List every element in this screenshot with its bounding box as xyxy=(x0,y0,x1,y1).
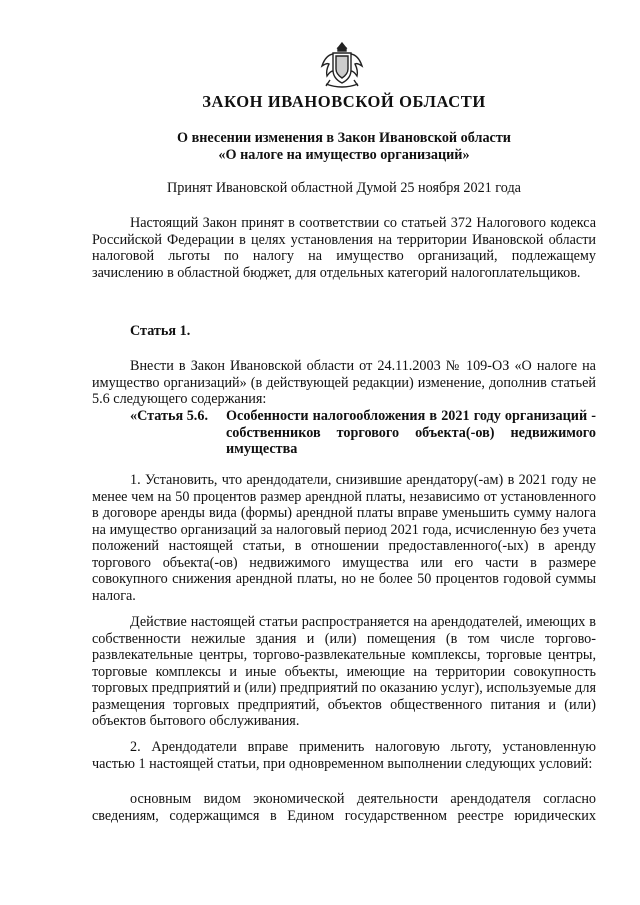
coat-of-arms-icon xyxy=(316,40,368,90)
new-article-number: «Статья 5.6. xyxy=(130,408,208,424)
preamble-paragraph: Настоящий Закон принят в соответствии со статьей 372 Налогового кодекса Российской Федерации в целях установления на территории Ивановской области налоговой льготы по налогу на имущество организаций, подлежащему зачислению в областной бюджет, для отдельных категорий налогоплательщиков. xyxy=(92,215,596,281)
new-article-title: Особенности налогообложения в 2021 году организаций - собственников торгового объекта(-ов) недвижимого имущества xyxy=(226,408,596,457)
law-subtitle-line1: О внесении изменения в Закон Ивановской области xyxy=(177,130,511,146)
article-1-intro: Внести в Закон Ивановской области от 24.11.2003 № 109-ОЗ «О налоге на имущество организаций» (в действующей редакции) изменение, дополнив статьей 5.6 следующего содержания: xyxy=(92,358,596,407)
paragraph-2: Действие настоящей статьи распространяется на арендодателей, имеющих в собственности нежилые здания и (или) помещения (в том числе торгово-развлекательные центры, торгово-развлекательные комплексы, торговые центры, торговые комплексы и иные объекты, имеющие на территории совокупность торговых предприятий и (или) предприятий по оказанию услуг), используемые для размещения торговых предприятий, объектов общественного питания и (или) объектов бытового обслуживания. xyxy=(92,614,596,729)
adoption-line: Принят Ивановской областной Думой 25 ноября 2021 года xyxy=(167,180,521,196)
new-article-heading xyxy=(130,408,596,460)
law-title: ЗАКОН ИВАНОВСКОЙ ОБЛАСТИ xyxy=(202,92,486,111)
law-subtitle-line2: «О налоге на имущество организаций» xyxy=(218,147,470,163)
paragraph-4-line1: основным видом экономической деятельности арендодателя согласно xyxy=(130,791,596,807)
paragraph-4-line2: сведениям, содержащимся в Едином государственном реестре юридических xyxy=(92,807,596,824)
paragraph-1: 1. Установить, что арендодатели, снизившие арендатору(-ам) в 2021 году не менее чем на 50 процентов размер арендной платы, независимо от установленного в договоре аренды вида (формы) арендной платы вправе уменьшить сумму налога на имущество организаций за налоговый период 2021 года, исчисленную без учета положений настоящей статьи, в отношении предоставленного(-ых) в аренду торгового объекта(-ов) недвижимого имущества или его части в размере совокупного снижения арендной платы, но не более 50 процентов годовой суммы налога. xyxy=(92,472,596,604)
paragraph-3: 2. Арендодатели вправе применить налоговую льготу, установленную частью 1 настоящей статьи, при одновременном выполнении следующих условий: xyxy=(92,739,596,772)
article-1-heading: Статья 1. xyxy=(130,323,191,339)
